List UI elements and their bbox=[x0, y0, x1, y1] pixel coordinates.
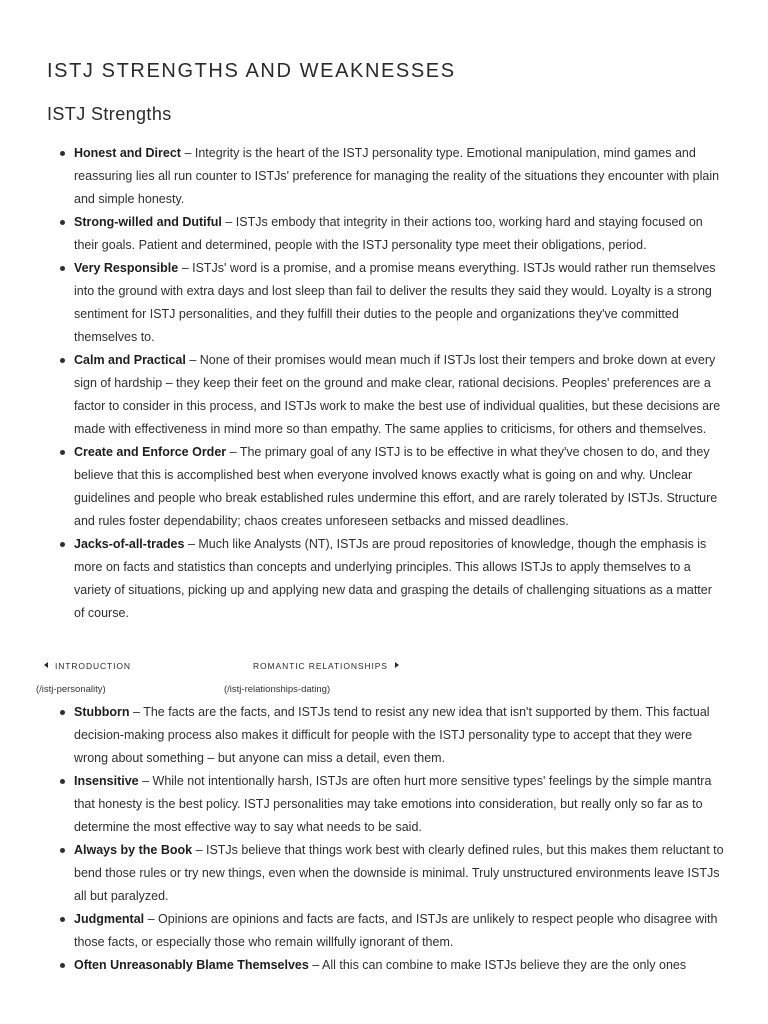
item-term: Very Responsible bbox=[74, 261, 179, 275]
next-page-url: (/istj-relationships-dating) bbox=[224, 684, 331, 695]
item-term: Insensitive bbox=[74, 774, 139, 788]
item-text: – None of their promises would mean much if ISTJs lost their tempers and broke down at every sign of hardship – they keep their feet on the ground and make clear, rational decisions. Peoples' preferences are a factor to consider in this process, and ISTJs work to make the best use of individual qualities, but these decisions are made with effectiveness in mind more so than empathy. The same applies to criticisms, for others and themselves. bbox=[74, 353, 721, 436]
list-item bbox=[74, 839, 724, 908]
list-item bbox=[74, 908, 724, 954]
item-text: – ISTJs believe that things work best with clearly defined rules, but this makes them reluctant to bend those rules or try new things, even when the downside is minimal. Truly unstructured environments leave ISTJs all but paralyzed. bbox=[74, 843, 724, 903]
item-term: Honest and Direct bbox=[74, 146, 181, 160]
list-item bbox=[74, 770, 724, 839]
prev-page-link[interactable] bbox=[44, 661, 131, 671]
item-term: Strong-willed and Dutiful bbox=[74, 215, 222, 229]
item-term: Judgmental bbox=[74, 912, 145, 926]
prev-page-url: (/istj-personality) bbox=[36, 684, 106, 695]
page-title: ISTJ STRENGTHS AND WEAKNESSES bbox=[47, 60, 456, 82]
caret-right-icon bbox=[395, 662, 399, 668]
strengths-list bbox=[74, 142, 724, 625]
item-term: Stubborn bbox=[74, 705, 130, 719]
item-term: Often Unreasonably Blame Themselves bbox=[74, 958, 309, 972]
strengths-heading: ISTJ Strengths bbox=[47, 104, 172, 124]
list-item bbox=[74, 142, 724, 211]
item-term: Create and Enforce Order bbox=[74, 445, 227, 459]
list-item bbox=[74, 349, 724, 441]
item-term: Calm and Practical bbox=[74, 353, 186, 367]
list-item bbox=[74, 533, 724, 625]
next-page-label: ROMANTIC RELATIONSHIPS bbox=[253, 661, 388, 671]
list-item bbox=[74, 701, 724, 770]
item-text: – Integrity is the heart of the ISTJ personality type. Emotional manipulation, mind games and reassuring lies all run counter to ISTJs' preference for managing the reality of the situations they encounter with plain and simple honesty. bbox=[74, 146, 720, 206]
item-text: – The primary goal of any ISTJ is to be effective in what they've chosen to do, and they believe that this is accomplished best when everyone involved knows exactly what is going on and why. Unclear guidelines and people who break established rules undermine this effort, and are rarely tolerated by ISTJs. Structure and rules foster dependability; chaos creates unforeseen setbacks and missed deadlines. bbox=[74, 445, 718, 528]
item-text: – Much like Analysts (NT), ISTJs are proud repositories of knowledge, though the emphasis is more on facts and statistics than concepts and underlying principles. This allows ISTJs to apply themselves to a variety of situations, picking up and applying new data and grasping the details of challenging situations as a matter of course. bbox=[74, 537, 712, 620]
item-term: Always by the Book bbox=[74, 843, 193, 857]
weaknesses-list bbox=[74, 701, 724, 977]
caret-left-icon bbox=[44, 662, 48, 668]
list-item bbox=[74, 441, 724, 533]
list-item bbox=[74, 211, 724, 257]
item-text: – Opinions are opinions and facts are facts, and ISTJs are unlikely to respect people who disagree with those facts, or especially those who remain willfully ignorant of them. bbox=[74, 912, 718, 949]
next-page-link[interactable] bbox=[253, 661, 399, 671]
item-text: – All this can combine to make ISTJs believe they are the only ones bbox=[308, 958, 687, 972]
item-text: – While not intentionally harsh, ISTJs are often hurt more sensitive types' feelings by the simple mantra that honesty is the best policy. ISTJ personalities may take emotions into consideration, but really only so far as to determine the most effective way to say what needs to be said. bbox=[74, 774, 712, 834]
item-text: – The facts are the facts, and ISTJs tend to resist any new idea that isn't supported by them. This factual decision-making process also makes it difficult for people with the ISTJ personality type to accept that they were wrong about something – but anyone can miss a detail, even them. bbox=[74, 705, 710, 765]
item-term: Jacks-of-all-trades bbox=[74, 537, 185, 551]
prev-page-label: INTRODUCTION bbox=[55, 661, 131, 671]
list-item bbox=[74, 954, 724, 977]
list-item bbox=[74, 257, 724, 349]
item-text: – ISTJs embody that integrity in their actions too, working hard and staying focused on their goals. Patient and determined, people with the ISTJ personality type meet their obligations, period. bbox=[74, 215, 703, 252]
item-text: – ISTJs' word is a promise, and a promise means everything. ISTJs would rather run themselves into the ground with extra days and lost sleep than fail to deliver the results they said they would. Loyalty is a strong sentiment for ISTJ personalities, and they fulfill their duties to the people and organizations they've committed themselves to. bbox=[74, 261, 716, 344]
